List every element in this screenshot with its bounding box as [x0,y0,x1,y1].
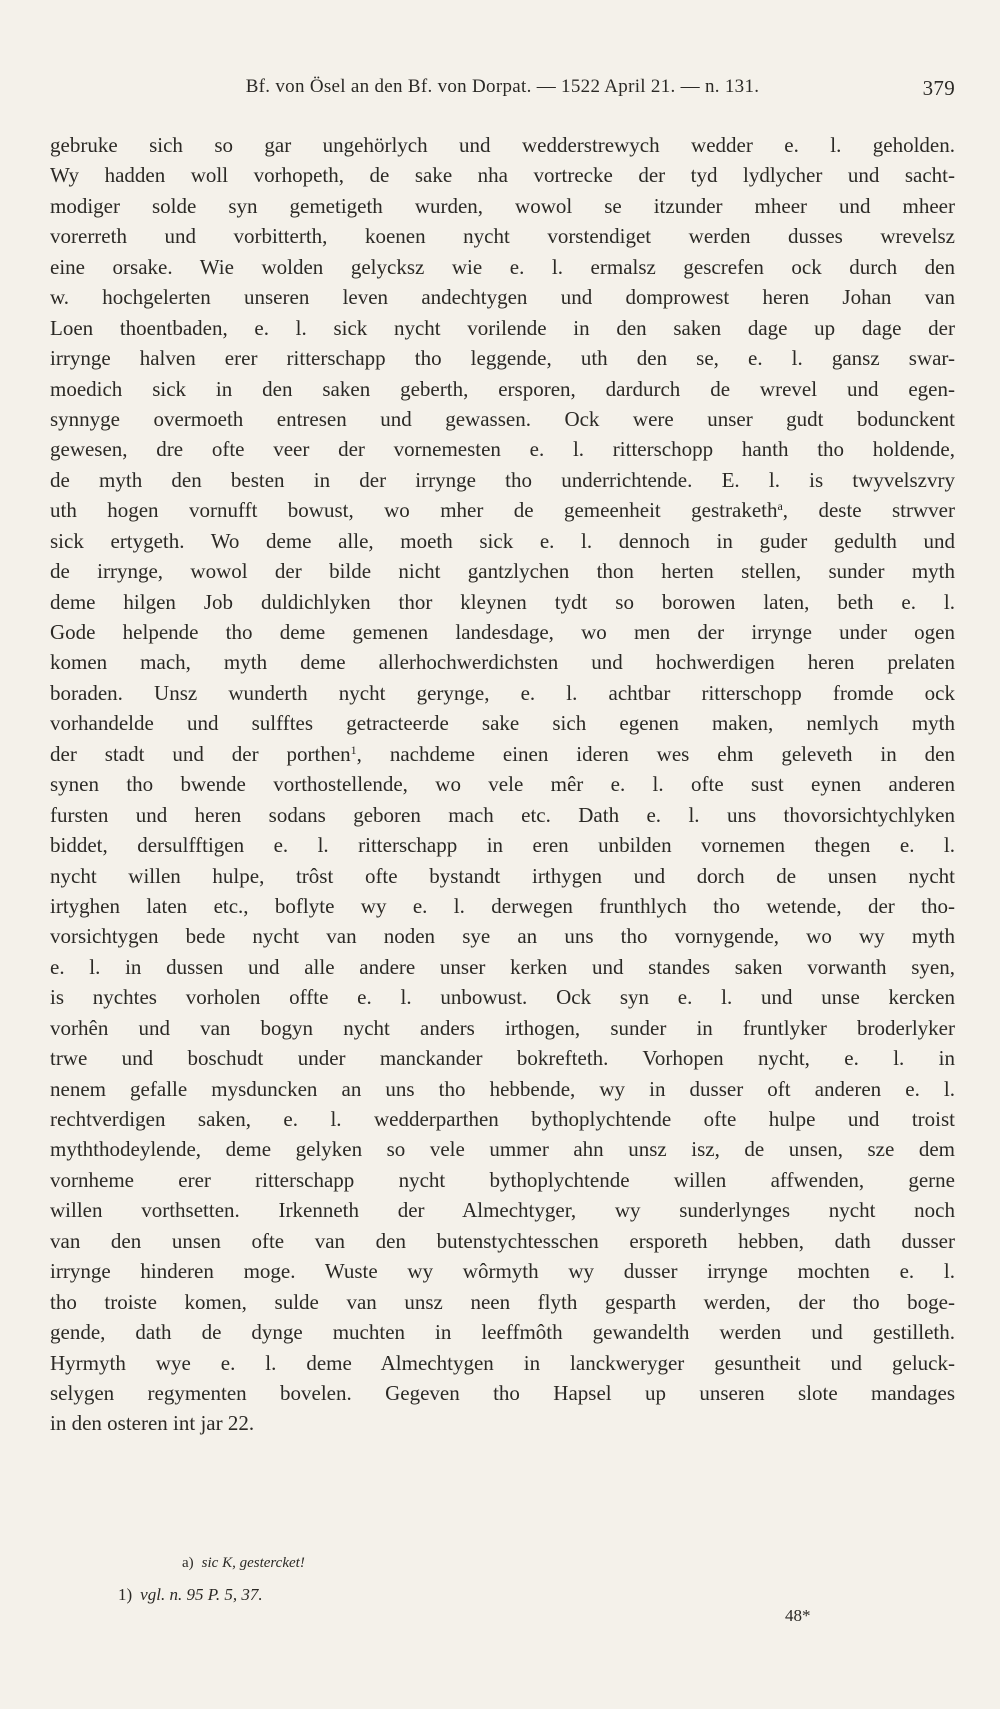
sheet-signature: 48* [785,1606,811,1625]
text-line: myththodeylende, deme gelyken so vele ummer ahn unsz isz, de unsen, sze dem [50,1137,955,1162]
text-segment: , deste strwver [782,498,955,523]
footnote-1-text: vgl. n. 95 P. 5, 37. [140,1585,263,1604]
footnote-a [182,1555,305,1572]
footnote-a-marker: a) [182,1555,194,1571]
text-line: Wy hadden woll vorhopeth, de sake nha vortrecke der tyd lydlycher und sacht- [50,163,955,188]
text-line: fursten und heren sodans geboren mach etc. Dath e. l. uns thovorsichtychlyken [50,802,955,827]
text-segment: , nachdeme einen ideren wes ehm geleveth in den [356,741,955,766]
footnote-ref-a: a [777,499,783,514]
running-head-title: Bf. von Ösel an den Bf. von Dorpat. — 1522 April 21. — n. 131. [245,76,760,97]
text-line: rechtverdigen saken, e. l. wedderparthen bythoplychtende ofte hulpe und troist [50,1107,955,1131]
text-line: vorerreth und vorbitterth, koenen nycht vorstendiget werden dusses wrevelsz [50,224,955,249]
text-line: tho troiste komen, sulde van unsz neen flyth gesparth werden, der tho boge- [50,1289,955,1314]
text-line: gewesen, dre ofte veer der vornemesten e. l. ritterschopp hanth tho holdende, [50,437,955,462]
text-line: irtyghen laten etc., boflyte wy e. l. derwegen frunthlych tho wetende, der tho- [50,893,955,918]
text-line: Gode helpende tho deme gemenen landesdage, wo men der irrynge under ogen [50,620,955,644]
text-line-with-note-a [50,495,955,525]
text-line-closing: in den osteren int jar 22. [50,1411,255,1436]
text-line: irrynge hinderen moge. Wuste wy wôrmyth wy dusser irrynge mochten e. l. [50,1259,955,1284]
text-line: Loen thoentbaden, e. l. sick nycht vorilende in den saken dage up dage der [50,315,955,340]
text-line: komen mach, myth deme allerhochwerdichsten und hochwerdigen heren prelaten [50,650,955,675]
text-line: gebruke sich so gar ungehörlych und wedderstrewych wedder e. l. geholden. [50,133,955,157]
footnote-1 [118,1585,263,1605]
text-line: gende, dath de dynge muchten in leeffmôth gewandelth werden und gestilleth. [50,1320,955,1345]
text-line: eine orsake. Wie wolden gelycksz wie e. l. ermalsz gescrefen ock durch den [50,254,955,279]
running-head [50,76,955,106]
text-line: boraden. Unsz wunderth nycht gerynge, e. l. achtbar ritterschopp fromde ock [50,680,955,705]
text-line: trwe und boschudt under manckander bokrefteth. Vorhopen nycht, e. l. in [50,1046,955,1071]
text-line: vornheme erer ritterschapp nycht bythoplychtende willen affwenden, gerne [50,1167,955,1192]
text-line: de myth den besten in der irrynge tho underrichtende. E. l. is twyvelszvry [50,467,955,492]
text-line: nenem gefalle mysduncken an uns tho hebbende, wy in dusser oft anderen e. l. [50,1076,955,1101]
text-line: is nychtes vorholen offte e. l. unbowust. Ock syn e. l. und unse kercken [50,985,955,1010]
text-line: van den unsen ofte van den butenstychtesschen ersporeth hebben, dath dusser [50,1228,955,1253]
text-line: modiger solde syn gemetigeth wurden, wowol se itzunder mheer und mheer [50,193,955,218]
text-line: vorhên und van bogyn nycht anders irthogen, sunder in fruntlyker broderlyker [50,1015,955,1040]
text-line: e. l. in dussen und alle andere unser kerken und standes saken vorwanth syen, [50,954,955,979]
text-line: synnyge overmoeth entresen und gewassen. Ock were unser gudt bodunckent [50,406,955,431]
page-number: 379 [922,76,955,100]
text-line: Hyrmyth wye e. l. deme Almechtygen in lanckweryger gesuntheit und geluck- [50,1350,955,1375]
letter-body [50,130,955,1439]
footnote-ref-1: 1 [350,742,357,757]
text-line: de irrynge, wowol der bilde nicht gantzlychen thon herten stellen, sunder myth [50,559,955,584]
text-line: willen vorthsetten. Irkenneth der Almechtyger, wy sunderlynges nycht noch [50,1198,955,1223]
text-segment: uth hogen vornufft bowust, wo mher de gemeenheit gestraketh [50,498,778,523]
text-line: deme hilgen Job duldichlyken thor kleynen tydt so borowen laten, beth e. l. [50,589,955,614]
text-line-with-note-1 [50,739,955,769]
footnote-a-text: sic K, gestercket! [201,1555,305,1571]
text-line: irrynge halven erer ritterschapp tho leggende, uth den se, e. l. gansz swar- [50,346,955,371]
text-line: biddet, dersulfftigen e. l. ritterschapp in eren unbilden vornemen thegen e. l. [50,833,955,858]
text-line: synen tho bwende vorthostellende, wo vele mêr e. l. ofte sust eynen anderen [50,772,955,797]
text-line: nycht willen hulpe, trôst ofte bystandt irthygen und dorch de unsen nycht [50,863,955,888]
text-line: sick ertygeth. Wo deme alle, moeth sick e. l. dennoch in guder gedulth und [50,528,955,553]
footnote-1-marker: 1) [118,1585,133,1604]
text-line: w. hochgelerten unseren leven andechtygen und domprowest heren Johan van [50,285,955,310]
text-segment: der stadt und der porthen [50,741,351,766]
text-line: vorsichtygen bede nycht van noden sye an uns tho vornygende, wo wy myth [50,924,955,949]
text-line: moedich sick in den saken geberth, ersporen, dardurch de wrevel und egen- [50,376,955,401]
text-line: vorhandelde und sulfftes getracteerde sake sich egenen maken, nemlych myth [50,711,955,736]
text-line: selygen regymenten bovelen. Gegeven tho Hapsel up unseren slote mandages [50,1380,955,1405]
